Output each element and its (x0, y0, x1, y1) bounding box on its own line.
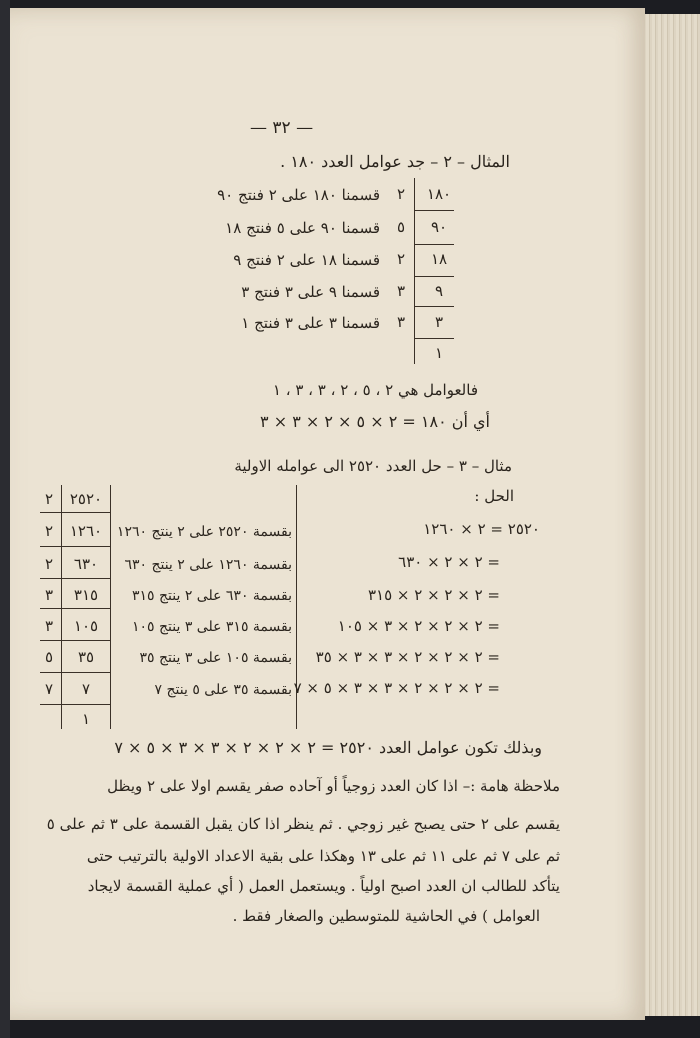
example2-dividend: ١٨ (430, 250, 448, 268)
example3-equation: = ٢ × ٢ × ٢ × ٣١٥ (367, 586, 500, 604)
example3-dividend: ٧ (81, 680, 91, 698)
example2-dividend: ٣ (434, 313, 444, 331)
example3-step: بقسمة ٢٥٢٠ على ٢ ينتج ١٢٦٠ (116, 524, 292, 540)
example3-dividend: ١٠٥ (73, 617, 99, 635)
example2-row-rule (414, 338, 454, 339)
example3-equation: = ٢ × ٢ × ٢ × ٣ × ١٠٥ (337, 617, 500, 635)
note-line: يقسم على ٢ حتى يصبح غير زوجي . ثم ينظر اذا كان يقبل القسمة على ٣ ثم على ٥ (46, 815, 560, 833)
example2-row-rule (414, 210, 454, 211)
example2-dividend: ١٨٠ (426, 185, 452, 203)
page-edges (640, 14, 700, 1016)
book-binding (0, 0, 10, 1038)
example3-divisor: ٢ (44, 522, 54, 540)
example2-row-rule (414, 244, 454, 245)
example3-divider-right (110, 485, 111, 729)
example2-step: قسمنا ١٨ على ٢ فنتج ٩ (233, 251, 380, 269)
example3-conclusion: وبذلك تكون عوامل العدد ٢٥٢٠ = ٢ × ٢ × ٢ × ٣ × ٣ × ٥ × ٧ (114, 738, 542, 757)
example3-solution-label: الحل : (474, 487, 514, 505)
example3-row-rule (40, 578, 110, 579)
example2-divisor: ٢ (396, 185, 406, 203)
example3-step: بقسمة ٦٣٠ على ٢ ينتج ٣١٥ (131, 588, 292, 604)
note-line: العوامل ) في الحاشية للمتوسطين والصغار فقط . (232, 907, 540, 925)
example3-row-rule (40, 672, 110, 673)
example3-step: بقسمة ١٠٥ على ٣ ينتج ٣٥ (139, 650, 292, 666)
example2-dividend: ٩٠ (430, 218, 448, 236)
example3-dividend: ٣١٥ (73, 586, 99, 604)
example3-step: بقسمة ١٢٦٠ على ٢ ينتج ٦٣٠ (124, 557, 292, 573)
example2-table-divider (414, 178, 415, 364)
example2-dividend: ٩ (434, 282, 444, 300)
note-line: ملاحظة هامة :– اذا كان العدد زوجياً أو آحاده صفر يقسم اولا على ٢ ويظل (107, 777, 560, 795)
example2-row-rule (414, 276, 454, 277)
note-line: ثم على ٧ ثم على ١١ ثم على ١٣ وهكذا على بقية الاعداد الاولية بالترتيب حتى (86, 847, 560, 865)
example2-divisor: ٥ (396, 218, 406, 236)
example2-row-rule (414, 306, 454, 307)
example3-equation: = ٢ × ٢ × ٢ × ٣ × ٣ × ٥ × ٧ (293, 679, 500, 697)
example3-title: مثال – ٣ – حل العدد ٢٥٢٠ الى عوامله الاولية (234, 457, 512, 475)
example3-divisor: ٢ (44, 555, 54, 573)
example3-divisor: ٢ (44, 490, 54, 508)
example3-equation: ٢٥٢٠ = ٢ × ١٢٦٠ (423, 520, 540, 538)
example3-row-rule (40, 512, 110, 513)
example3-equation: = ٢ × ٢ × ٢ × ٣ × ٣ × ٣٥ (315, 648, 500, 666)
example3-divisor: ٧ (44, 680, 54, 698)
example3-row-rule (40, 640, 110, 641)
example2-step: قسمنا ٣ على ٣ فنتج ١ (241, 314, 380, 332)
example2-step: قسمنا ١٨٠ على ٢ فنتج ٩٠ (217, 186, 380, 204)
example2-divisor: ٣ (396, 282, 406, 300)
note-line: يتأكد للطالب ان العدد اصبح اولياً . ويستعمل العمل ( أي عملية القسمة لايجاد (87, 877, 560, 895)
example2-title: المثال – ٢ – جد عوامل العدد ١٨٠ . (280, 152, 510, 171)
example3-dividend: ٢٥٢٠ (69, 490, 103, 508)
example3-dividend: ٦٣٠ (73, 555, 99, 573)
example2-factors: فالعوامل هي ٢ ، ٥ ، ٢ ، ٣ ، ٣ ، ١ (272, 381, 478, 399)
example2-divisor: ٢ (396, 250, 406, 268)
example3-divisor: ٣ (44, 586, 54, 604)
example3-row-rule (40, 546, 110, 547)
example2-divisor: ٣ (396, 313, 406, 331)
example3-divisor: ٣ (44, 617, 54, 635)
example2-step: قسمنا ٩ على ٣ فنتج ٣ (241, 283, 380, 301)
example3-dividend: ١ (81, 710, 91, 728)
example3-dividend: ٣٥ (77, 648, 95, 666)
example2-step: قسمنا ٩٠ على ٥ فنتج ١٨ (225, 219, 380, 237)
example3-step: بقسمة ٣١٥ على ٣ ينتج ١٠٥ (131, 619, 292, 635)
example3-dividend: ١٢٦٠ (69, 522, 103, 540)
example3-row-rule (40, 608, 110, 609)
example2-product: أي أن ١٨٠ = ٢ × ٥ × ٢ × ٣ × ٣ (260, 412, 490, 431)
example3-row-rule (40, 704, 110, 705)
example3-divisor: ٥ (44, 648, 54, 666)
example2-dividend: ١ (434, 344, 444, 362)
example3-equation: = ٢ × ٢ × ٦٣٠ (398, 553, 500, 571)
example3-step: بقسمة ٣٥ على ٥ ينتج ٧ (154, 682, 292, 698)
page-number: — ٣٢ — (250, 118, 314, 138)
